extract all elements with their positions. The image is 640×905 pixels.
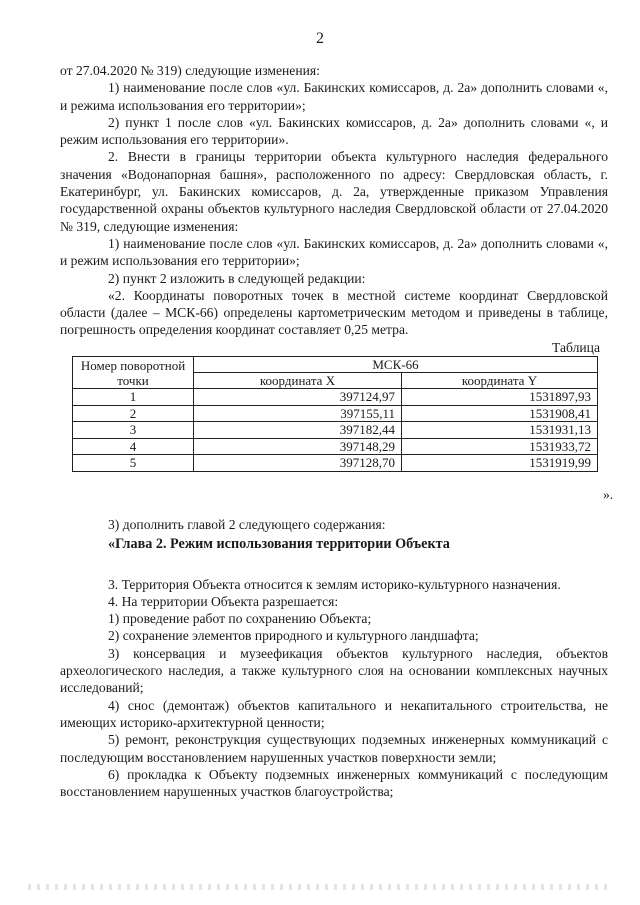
- paragraph: 1) проведение работ по сохранению Объекта;: [108, 611, 372, 627]
- paragraph: 2) сохранение элементов природного и культурного ландшафта;: [108, 628, 479, 644]
- document-body-bottom: [60, 516, 608, 800]
- point-number: 1: [73, 389, 194, 406]
- coord-y: 1531919,99: [402, 455, 598, 472]
- header-x: координата X: [194, 373, 402, 389]
- document-body-top: [60, 62, 608, 339]
- table-row: [73, 389, 598, 406]
- header-y: координата Y: [402, 373, 598, 389]
- paragraph: 3) дополнить главой 2 следующего содержания:: [108, 517, 386, 532]
- paragraph: 4. На территории Объекта разрешается:: [108, 593, 339, 609]
- coord-x: 397182,44: [194, 422, 402, 439]
- coord-x: 397128,70: [194, 455, 402, 472]
- coord-y: 1531908,41: [402, 405, 598, 422]
- paragraph: от 27.04.2020 № 319) следующие изменения:: [60, 63, 320, 78]
- table-row: [73, 438, 598, 455]
- paragraph: 3) консервация и музеефикация объектов культурного наследия, объектов археологического наследия, а также культурного слоя на основании комплексных научных исследований;: [60, 645, 608, 696]
- point-number: 2: [73, 405, 194, 422]
- header-coordinate-system: МСК-66: [194, 357, 598, 373]
- table-row: [73, 455, 598, 472]
- closing-quote: ».: [603, 487, 614, 502]
- paragraph: 2. Внести в границы территории объекта культурного наследия федерального значения «Водонапорная башня», расположенного по адресу: Свердловская область, г. Екатеринбург, ул. Бакинских комиссаров, д. 2а, утвержденные приказом Управления государственной охраны объектов культурного наследия Свердловской области от 27.04.2020 № 319, следующие изменения:: [60, 149, 608, 234]
- coord-y: 1531897,93: [402, 389, 598, 406]
- point-number: 5: [73, 455, 194, 472]
- paragraph: 6) прокладка к Объекту подземных инженерных коммуникаций с последующим восстановлением нарушенных участков благоустройства;: [60, 766, 608, 800]
- paragraph: 1) наименование после слов «ул. Бакинских комиссаров, д. 2а» дополнить словами «, и режима использования его территории»;: [60, 80, 608, 113]
- coord-y: 1531933,72: [402, 438, 598, 455]
- point-number: 3: [73, 422, 194, 439]
- coord-x: 397124,97: [194, 389, 402, 406]
- paragraph: «2. Координаты поворотных точек в местной системе координат Свердловской области (далее – МСК-66) определены картометрическим методом и приведены в таблице, погрешность определения координат составляет 0,25 метра.: [60, 287, 608, 338]
- coord-x: 397148,29: [194, 438, 402, 455]
- coord-y: 1531931,13: [402, 422, 598, 439]
- point-number: 4: [73, 438, 194, 455]
- header-point-number: Номер поворотной точки: [73, 357, 194, 389]
- chapter-heading: «Глава 2. Режим использования территории Объекта: [108, 536, 450, 553]
- table-caption: Таблица: [552, 340, 600, 355]
- coord-x: 397155,11: [194, 405, 402, 422]
- table-row: [73, 422, 598, 439]
- paragraph: 2) пункт 2 изложить в следующей редакции:: [108, 270, 366, 286]
- coordinates-table: [72, 356, 598, 472]
- paragraph: 2) пункт 1 после слов «ул. Бакинских комиссаров, д. 2а» дополнить словами «, и режим использования его территории».: [60, 114, 608, 148]
- table-row: [73, 405, 598, 422]
- paragraph: 1) наименование после слов «ул. Бакинских комиссаров, д. 2а» дополнить словами «, и режим использования его территории»;: [60, 235, 608, 269]
- page-number: 2: [316, 30, 324, 47]
- paragraph: 4) снос (демонтаж) объектов капитального и некапитального строительства, не имеющих историко-архитектурной ценности;: [60, 697, 608, 730]
- paragraph: 3. Территория Объекта относится к землям историко-культурного назначения.: [108, 576, 561, 592]
- paragraph: 5) ремонт, реконструкция существующих подземных инженерных коммуникаций с последующим восстановлением нарушенных участков поверхности земли;: [60, 732, 608, 765]
- scan-artifact: [28, 884, 608, 890]
